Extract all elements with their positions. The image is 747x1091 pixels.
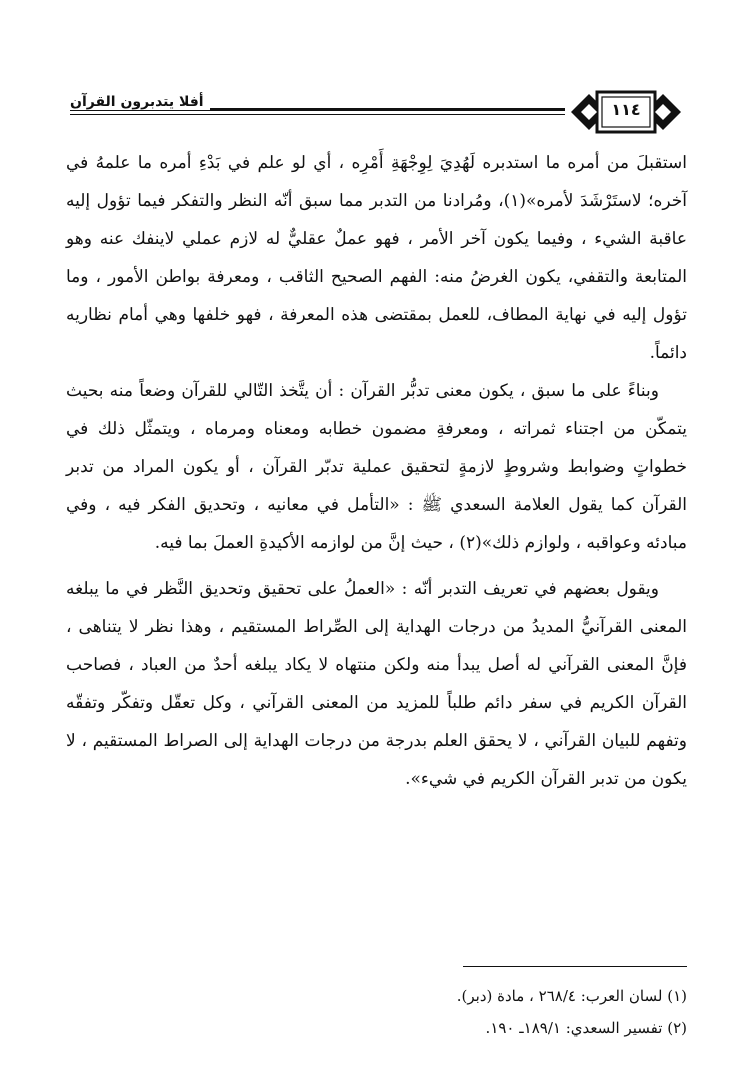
page-number: ١١٤ — [611, 100, 641, 119]
paragraph: ويقول بعضهم في تعريف التدبر أنّه : «العملُ على تحقيق وتحديق النَّظر في ما يبلغه المعنى القرآنيُّ المديدُ من درجات الهداية إلى الصِّراط المستقيم ، وهذا نظر لا يتناهى ، فإنَّ المعنى القرآني له أصل يبدأ منه ولكن منتهاه لا يكاد يبلغه أحدٌ من العباد ، فصاحب القرآن الكريم في سفر دائم طلباً للمزيد من المعنى القرآني ، وكل تعقّل وتفكّر وتفقّه وتفهم للبيان القرآني ، لا يحقق العلم بدرجة من درجات الهداية إلى الصراط المستقيم ، لا يكون من تدبر القرآن الكريم في شيء». — [66, 579, 687, 789]
running-title: أفلا يتدبرون القرآن — [70, 94, 210, 110]
paragraph: وبناءً على ما سبق ، يكون معنى تدبُّر القرآن : أن يتَّخذ التّالي للقرآن وضعاً منه بحيث يتمكّن من اجتناء ثمراته ، ومعرفةِ مضمون خطابه ومعناه ومرماه ، ويتمثّل ذلك في خطواتٍ وضوابط وشروطٍ لازمةٍ لتحقيق عملية تدبّر القرآن ، أو يكون المراد من تدبر القرآن كما يقول العلامة السعدي ﷺ : «التأمل في معانيه ، وتحديق الفكر فيه ، وفي مبادئه وعواقبه ، ولوازم ذلك»(٢) ، حيث إنَّ من لوازمه الأكيدةِ العملَ بما فيه. — [66, 381, 687, 553]
footnotes — [66, 980, 687, 1044]
footnote: (٢) تفسير السعدي: ١٨٩/١ـ ١٩٠. — [485, 1019, 687, 1037]
footnote-separator — [463, 966, 687, 967]
page-header — [70, 86, 685, 138]
footnote: (١) لسان العرب: ٢٦٨/٤ ، مادة (دبر). — [456, 987, 687, 1005]
header-rule-thin — [70, 114, 565, 115]
main-text — [66, 144, 687, 798]
paragraph: استقبلَ من أمره ما استدبره لَهُدِيَ لِوِجْهَةِ أَمْرِه ، أي لو علم في بَدْءِ أمره ما علمهُ في آخره؛ لاستَرْشَدَ لأمره»(١)، ومُرادنا من التدبر مما سبق أنّه النظر والتفكر فيما تؤول إليه عاقبة الشيء ، وفيما يكون آخر الأمر ، فهو عملٌ عقليٌّ له لازم عملي لاينفك عنه وهو المتابعة والتقفي، يكون الغرضُ منه: الفهم الصحيح الثاقب ، ومعرفة بواطن الأمور ، وما تؤول إليه في نهاية المطاف، للعمل بمقتضى هذه المعرفة ، فهو خلفها وهي أمام نظاريه دائماً. — [66, 153, 688, 363]
